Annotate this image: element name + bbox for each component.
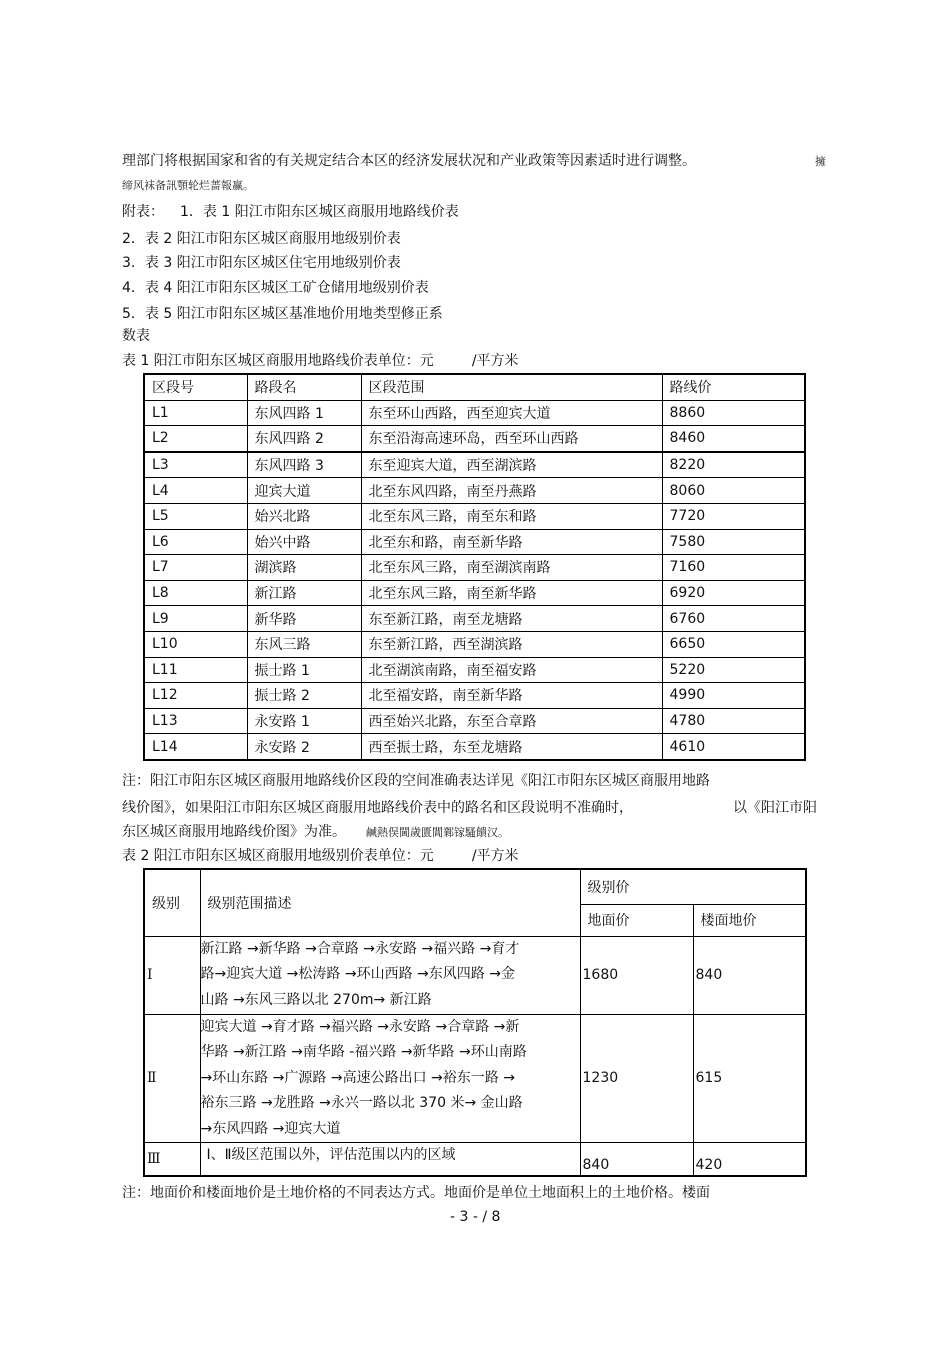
- table1-cell-segment-range: 西至振士路，东至龙塘路: [361, 734, 662, 760]
- table-row: [144, 452, 805, 478]
- appendix-lead: 附表：: [122, 204, 164, 220]
- table1-cell-segment-id: L12: [144, 683, 247, 709]
- table2-header-floor: 楼面地价: [693, 904, 806, 936]
- table1-cell-road-name: 永安路 1: [247, 708, 361, 734]
- table1-cell-segment-id: L3: [144, 452, 247, 478]
- table-row: [144, 936, 806, 1014]
- table1-cell-route-price: 7580: [662, 529, 805, 555]
- appendix-item: 3．表 3 阳江市阳东区城区住宅用地级别价表: [122, 255, 401, 271]
- table1-cell-route-price: 7720: [662, 503, 805, 529]
- table1-header-route-price: 路线价: [662, 374, 805, 400]
- table-row: [144, 683, 805, 709]
- desc-line: 路→迎宾大道 →松涛路 →环山西路 →东风四路 →金: [200, 966, 515, 983]
- table1-cell-segment-id: L7: [144, 555, 247, 581]
- table1-cell-segment-range: 北至东风三路，南至湖滨南路: [361, 555, 662, 581]
- table1-note: 线价图》，如果阳江市阳东区城区商服用地路线价表中的路名和区段说明不准确时，: [122, 800, 633, 816]
- table1-cell-segment-range: 东至新江路，西至湖滨路: [361, 631, 662, 657]
- table-row: [144, 503, 805, 529]
- desc-line: 新江路 →新华路 →合章路 →永安路 →福兴路 →育才: [200, 940, 520, 957]
- table1-header-segment-range: 区段范围: [361, 374, 662, 400]
- table1-cell-road-name: 振士路 2: [247, 683, 361, 709]
- table1-caption: [122, 350, 519, 370]
- table-row: [144, 555, 805, 581]
- table1-cell-segment-range: 东至环山西路，西至迎宾大道: [361, 400, 662, 426]
- page-number: - 3 - / 8: [450, 1209, 501, 1225]
- table2-cell-floor-price: 840: [693, 936, 806, 1014]
- desc-line: →环山东路 →广源路 →高速公路出口 →裕东一路 →: [200, 1069, 515, 1086]
- table1-cell-road-name: 新华路: [247, 606, 361, 632]
- table1: [143, 373, 806, 761]
- desc-line: 迎宾大道 →育才路 →福兴路 →永安路 →合章路 →新: [200, 1018, 520, 1035]
- table1-cell-segment-id: L4: [144, 478, 247, 504]
- table-row: [144, 580, 805, 606]
- table1-cell-segment-id: L2: [144, 426, 247, 452]
- table1-cell-route-price: 8460: [662, 426, 805, 452]
- appendix-item-continued: 数表: [122, 328, 150, 344]
- table2-cell-floor-price: 615: [693, 1014, 806, 1143]
- table2-cell-desc: [200, 936, 580, 1014]
- garbled-text: 鹹熱俣閫歲匱閶鄴镓騷饋汉。: [366, 826, 509, 839]
- table1-cell-segment-id: L10: [144, 631, 247, 657]
- appendix-item: 1．表 1 阳江市阳东区城区商服用地路线价表: [180, 204, 459, 220]
- desc-line: 裕东三路 →龙胜路 →永兴一路以北 370 米→ 金山路: [200, 1095, 523, 1112]
- table1-cell-road-name: 始兴北路: [247, 503, 361, 529]
- table1-cell-segment-id: L11: [144, 657, 247, 683]
- table-row: [144, 1014, 806, 1143]
- table1-cell-segment-range: 北至湖滨南路，南至福安路: [361, 657, 662, 683]
- table1-cell-road-name: 湖滨路: [247, 555, 361, 581]
- table1-cell-segment-id: L14: [144, 734, 247, 760]
- table1-cell-road-name: 振士路 1: [247, 657, 361, 683]
- table1-cell-segment-range: 北至福安路，南至新华路: [361, 683, 662, 709]
- table1-cell-route-price: 4610: [662, 734, 805, 760]
- table2-cell-land-price: 1680: [580, 936, 693, 1014]
- table-row: [144, 708, 805, 734]
- table1-cell-segment-id: L9: [144, 606, 247, 632]
- table1-cell-route-price: 6760: [662, 606, 805, 632]
- table1-cell-route-price: 8220: [662, 452, 805, 478]
- appendix-item: 4．表 4 阳江市阳东区城区工矿仓储用地级别价表: [122, 280, 429, 296]
- table-row: [144, 529, 805, 555]
- table2-cell-level: Ⅰ: [144, 936, 200, 1014]
- table1-cell-road-name: 始兴中路: [247, 529, 361, 555]
- appendix-item: 2．表 2 阳江市阳东区城区商服用地级别价表: [122, 231, 401, 247]
- appendix-item: 5．表 5 阳江市阳东区城区基准地价用地类型修正系: [122, 306, 443, 322]
- table1-cell-route-price: 5220: [662, 657, 805, 683]
- table1-cell-route-price: 8060: [662, 478, 805, 504]
- table1-cell-road-name: 永安路 2: [247, 734, 361, 760]
- table2-cell-desc: [200, 1014, 580, 1143]
- table1-cell-road-name: 东风三路: [247, 631, 361, 657]
- garbled-text: 缔风袜备訊顎轮烂蔷報赢。: [122, 179, 254, 192]
- table1-cell-road-name: 新江路: [247, 580, 361, 606]
- table2-cell-floor-price: 420: [693, 1143, 806, 1176]
- table2-header-desc: 级别范围描述: [200, 869, 580, 936]
- table2-cell-level: Ⅲ: [144, 1143, 200, 1176]
- table-row: [144, 478, 805, 504]
- table1-cell-road-name: 东风四路 2: [247, 426, 361, 452]
- table1-cell-route-price: 7160: [662, 555, 805, 581]
- table1-note: 以《阳江市阳: [733, 800, 817, 816]
- table1-note-end: 东区城区商服用地路线价图》为准。: [122, 824, 346, 840]
- table1-header-road-name: 路段名: [247, 374, 361, 400]
- table1-cell-road-name: 东风四路 3: [247, 452, 361, 478]
- table2-header-level: 级别: [144, 869, 200, 936]
- table1-cell-segment-range: 东至沿海高速环岛，西至环山西路: [361, 426, 662, 452]
- table1-cell-road-name: 迎宾大道: [247, 478, 361, 504]
- table1-cell-route-price: 4780: [662, 708, 805, 734]
- table1-cell-segment-range: 东至迎宾大道，西至湖滨路: [361, 452, 662, 478]
- table1-cell-route-price: 6920: [662, 580, 805, 606]
- desc-line: 山路 →东风三路以北 270m→ 新江路: [200, 991, 432, 1008]
- table-row: [144, 631, 805, 657]
- table1-note: [122, 821, 509, 841]
- table1-cell-segment-range: 北至东和路，南至新华路: [361, 529, 662, 555]
- table2-unit: /平方米: [471, 848, 519, 864]
- table1-caption-text: 表 1 阳江市阳东区城区商服用地路线价表单位：元: [122, 353, 434, 369]
- table1-header-row: [144, 374, 805, 400]
- table2-cell-desc: [200, 1143, 580, 1176]
- table2-header-price: 级别价: [580, 869, 806, 904]
- table1-cell-segment-id: L8: [144, 580, 247, 606]
- table1-cell-segment-range: 东至新江路，南至龙塘路: [361, 606, 662, 632]
- appendix-line-1: [122, 201, 459, 221]
- table1-cell-segment-range: 北至东风三路，南至新华路: [361, 580, 662, 606]
- table2-cell-level: Ⅱ: [144, 1014, 200, 1143]
- table1-cell-segment-range: 北至东风四路，南至丹燕路: [361, 478, 662, 504]
- body-text-line: 理部门将根据国家和省的有关规定结合本区的经济发展状况和产业政策等因素适时进行调整。: [122, 153, 696, 169]
- table1-cell-segment-id: L13: [144, 708, 247, 734]
- table2-caption-text: 表 2 阳江市阳东区城区商服用地级别价表单位：元: [122, 848, 434, 864]
- desc-line: Ⅰ、Ⅱ级区范围以外，评估范围以内的区域: [206, 1147, 456, 1164]
- table-row: [144, 734, 805, 760]
- table1-unit: /平方米: [471, 353, 519, 369]
- table1-cell-route-price: 8860: [662, 400, 805, 426]
- table-row: [144, 606, 805, 632]
- table1-header-segment-id: 区段号: [144, 374, 247, 400]
- table-row: [144, 426, 805, 452]
- table1-cell-segment-range: 西至始兴北路，东至合章路: [361, 708, 662, 734]
- table2-cell-land-price: 840: [580, 1143, 693, 1176]
- table1-note: 注：阳江市阳东区城区商服用地路线价区段的空间准确表达详见《阳江市阳东区城区商服用地路: [122, 773, 710, 789]
- desc-line: →东风四路 →迎宾大道: [200, 1120, 341, 1137]
- table1-cell-route-price: 4990: [662, 683, 805, 709]
- table-row: [144, 657, 805, 683]
- desc-line: 华路 →新江路 →南华路 -福兴路 →新华路 →环山南路: [200, 1044, 527, 1061]
- table2: [143, 868, 807, 1177]
- table-row: [144, 1143, 806, 1176]
- table1-cell-segment-range: 北至东风三路，南至东和路: [361, 503, 662, 529]
- table1-cell-segment-id: L5: [144, 503, 247, 529]
- table1-cell-road-name: 东风四路 1: [247, 400, 361, 426]
- table1-cell-route-price: 6650: [662, 631, 805, 657]
- table2-note: 注：地面价和楼面地价是土地价格的不同表达方式。地面价是单位土地面积上的土地价格。楼面: [122, 1185, 710, 1201]
- table2-header-land: 地面价: [580, 904, 693, 936]
- garbled-text: 擁: [815, 155, 826, 168]
- table-row: [144, 400, 805, 426]
- table2-cell-land-price: 1230: [580, 1014, 693, 1143]
- table1-cell-segment-id: L6: [144, 529, 247, 555]
- table2-caption: [122, 845, 519, 865]
- table1-cell-segment-id: L1: [144, 400, 247, 426]
